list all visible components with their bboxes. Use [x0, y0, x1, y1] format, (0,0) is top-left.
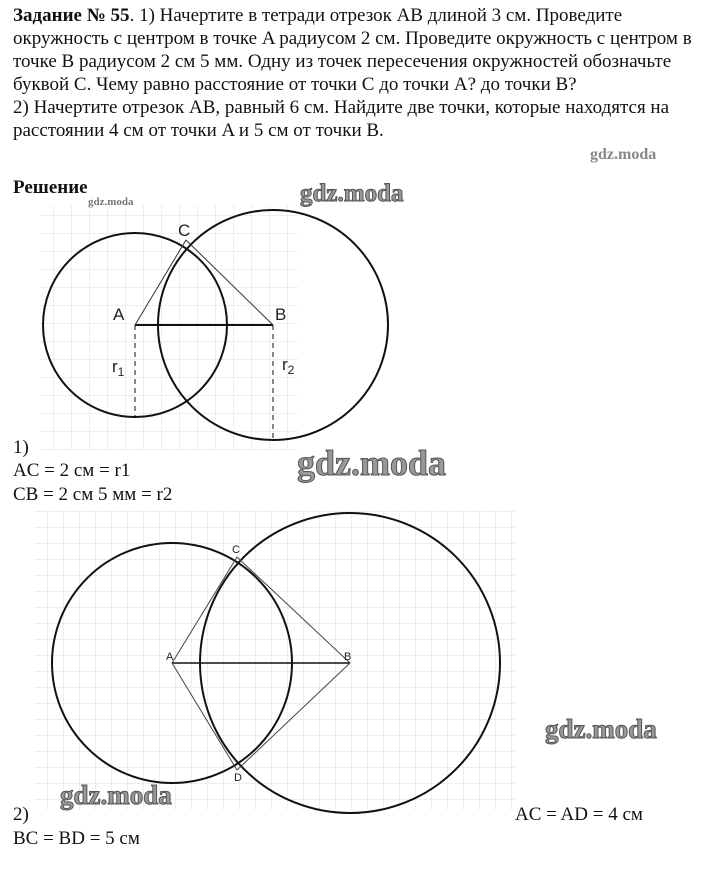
label-r1: $r_1$ [112, 357, 125, 379]
label-b: B [275, 305, 287, 324]
label-a: A [113, 305, 125, 324]
figure-1 [40, 205, 388, 450]
label-d: D [234, 772, 242, 784]
label-r2: $r_2$ [282, 355, 295, 377]
task-part2: 2) Начертите отрезок AB, равный 6 см. Найдите две точки, которые находятся на расстоянии 4 см от точки A и 5 см от точки B. [13, 97, 670, 141]
figure-2 [35, 510, 515, 813]
watermark: gdz.moda [300, 180, 404, 207]
answer2-line1: AC = AD = 4 см [515, 804, 643, 825]
answer2-label: 2) [13, 804, 29, 825]
solution-heading: Решение [13, 177, 88, 198]
watermark: gdz.moda [88, 196, 134, 208]
answer1-label: 1) [13, 437, 29, 458]
watermark: gdz.moda [60, 780, 172, 810]
answer1-line2: CB = 2 см 5 мм = r2 [13, 484, 173, 505]
watermark: gdz.moda [590, 146, 657, 163]
watermark: gdz.moda [545, 714, 657, 744]
label-c: C [178, 221, 191, 240]
label-a: A [166, 651, 174, 663]
label-b: B [344, 651, 352, 663]
task-text [13, 4, 703, 142]
task-part1: . 1) Начертите в тетради отрезок AB длиной 3 см. Проведите окружность с центром в точке A радиусом 2 см. Проведите окружность с центром в точке B радиусом 2 см 5 мм. Одну из точек пересечения окружностей обозначьте буквой C. Чему равно расстояние от точки C до точки A? до точки B? [13, 5, 692, 95]
grid [40, 205, 298, 450]
answer2-line2: BC = BD = 5 см [13, 828, 140, 849]
watermark: gdz.moda [297, 443, 447, 483]
task-number: Задание № 55 [13, 5, 130, 26]
label-c: C [232, 544, 240, 556]
answer1-line1: AC = 2 см = r1 [13, 460, 131, 481]
